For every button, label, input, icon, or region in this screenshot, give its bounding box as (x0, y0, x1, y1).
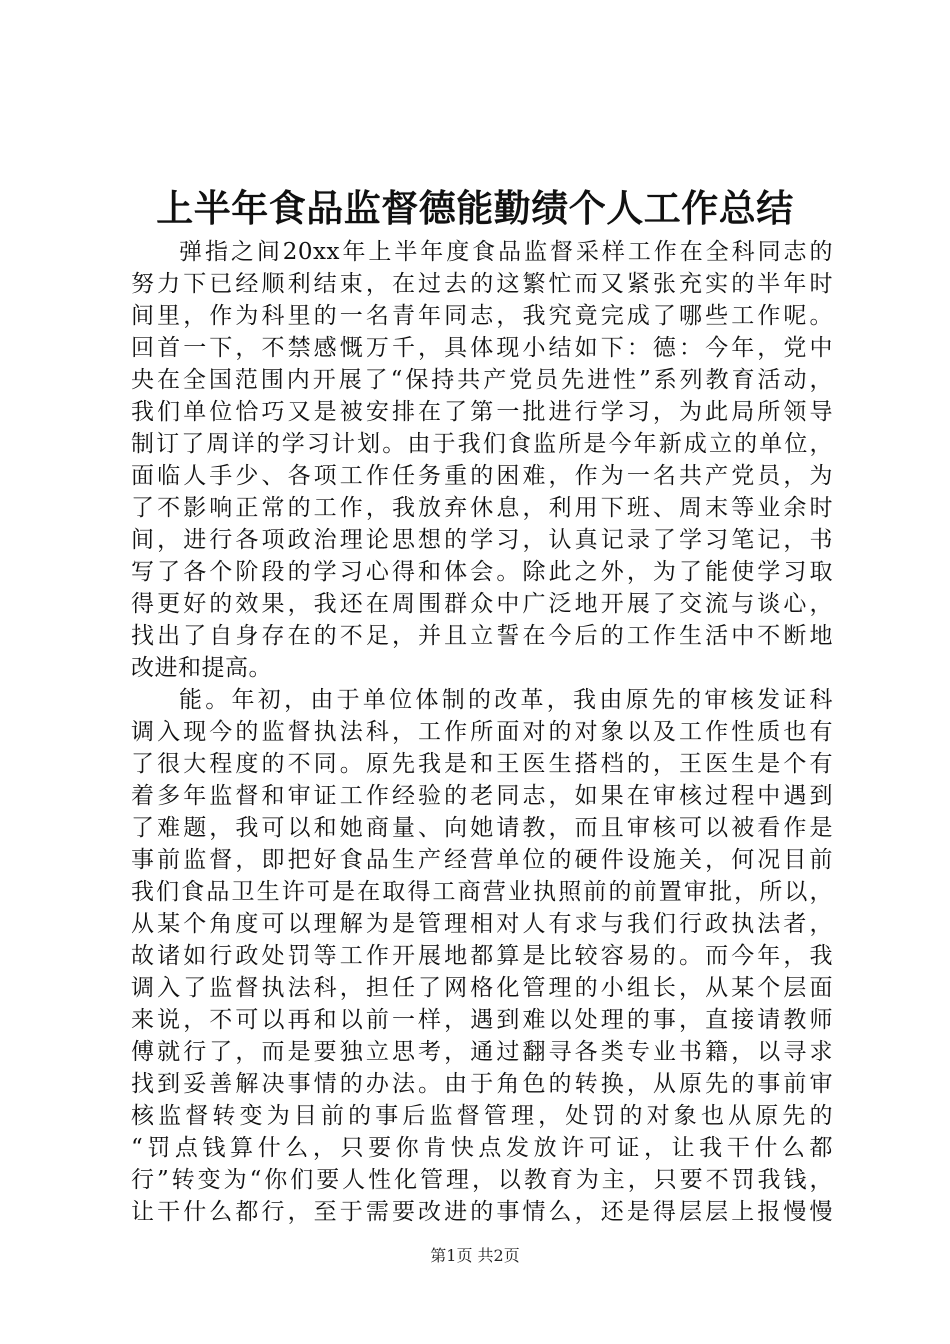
body-line: 让干什么都行，至于需要改进的事情么，还是得层层上报慢慢 (131, 1199, 833, 1225)
page-number: 第1页 共2页 (430, 1246, 520, 1265)
body-line: 故诸如行政处罚等工作开展地都算是比较容易的。而今年，我 (131, 943, 833, 969)
body-line: 事前监督，即把好食品生产经营单位的硬件设施关，何况目前 (131, 847, 833, 873)
document-body (131, 236, 833, 1228)
body-line: 写了各个阶段的学习心得和体会。除此之外，为了能使学习取 (131, 559, 833, 585)
body-line: 制订了周详的学习计划。由于我们食监所是今年新成立的单位， (131, 431, 833, 457)
body-line: 找出了自身存在的不足，并且立誓在今后的工作生活中不断地 (131, 623, 833, 649)
body-line: 来说，不可以再和以前一样，遇到难以处理的事，直接请教师 (131, 1007, 833, 1033)
body-line: 我们食品卫生许可是在取得工商营业执照前的前置审批，所以， (131, 879, 833, 905)
body-line: 核监督转变为目前的事后监督管理，处罚的对象也从原先的 (131, 1103, 833, 1129)
body-line: 我们单位恰巧又是被安排在了第一批进行学习，为此局所领导 (131, 399, 833, 425)
document-title: 上半年食品监督德能勤绩个人工作总结 (156, 186, 794, 230)
body-line: 间，进行各项政治理论思想的学习，认真记录了学习笔记，书 (131, 527, 833, 553)
body-line: 回首一下，不禁感慨万千，具体现小结如下：德：今年，党中 (131, 335, 833, 361)
body-line: 央在全国范围内开展了“保持共产党员先进性”系列教育活动， (131, 367, 833, 393)
body-line: 找到妥善解决事情的办法。由于角色的转换，从原先的事前审 (131, 1071, 833, 1097)
body-line: 弹指之间20xx年上半年度食品监督采样工作在全科同志的 (179, 239, 833, 265)
body-line: 间里，作为科里的一名青年同志，我究竟完成了哪些工作呢。 (131, 303, 833, 329)
body-line: 行”转变为“你们要人性化管理，以教育为主，只要不罚我钱， (131, 1167, 833, 1193)
body-line: 从某个角度可以理解为是管理相对人有求与我们行政执法者， (131, 911, 833, 937)
body-line: 了不影响正常的工作，我放弃休息，利用下班、周末等业余时 (131, 495, 833, 521)
body-line: “罚点钱算什么，只要你肯快点发放许可证，让我干什么都 (131, 1135, 833, 1161)
body-line: 能。年初，由于单位体制的改革，我由原先的审核发证科 (179, 687, 833, 713)
body-line: 得更好的效果，我还在周围群众中广泛地开展了交流与谈心， (131, 591, 833, 617)
body-line: 改进和提高。 (131, 655, 272, 681)
body-line: 傅就行了，而是要独立思考，通过翻寻各类专业书籍，以寻求 (131, 1039, 833, 1065)
body-line: 了难题，我可以和她商量、向她请教，而且审核可以被看作是 (131, 815, 833, 841)
body-line: 调入了监督执法科，担任了网格化管理的小组长，从某个层面 (131, 975, 833, 1001)
body-line: 着多年监督和审证工作经验的老同志，如果在审核过程中遇到 (131, 783, 833, 809)
body-line: 面临人手少、各项工作任务重的困难，作为一名共产党员，为 (131, 463, 833, 489)
body-line: 了很大程度的不同。原先我是和王医生搭档的，王医生是个有 (131, 751, 833, 777)
body-line: 调入现今的监督执法科，工作所面对的对象以及工作性质也有 (131, 719, 833, 745)
body-line: 努力下已经顺利结束，在过去的这繁忙而又紧张充实的半年时 (131, 271, 833, 297)
